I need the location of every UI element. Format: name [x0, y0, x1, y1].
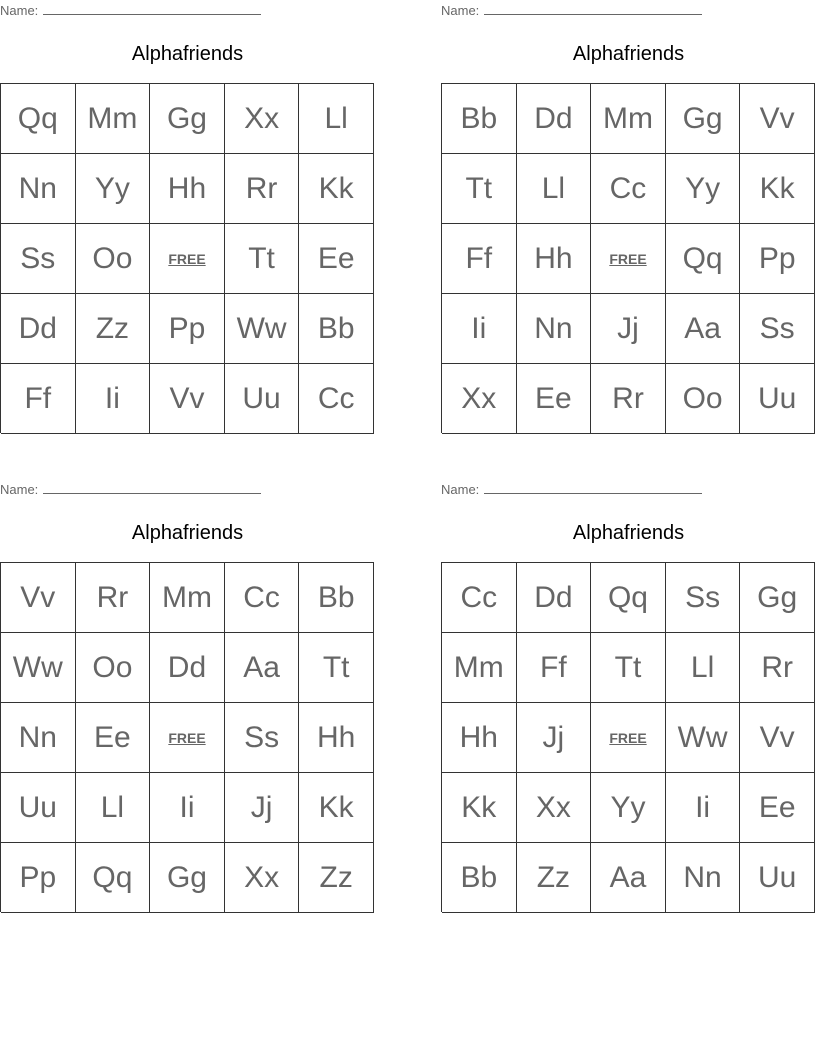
bingo-cell: Vv	[740, 84, 815, 154]
bingo-cell: Pp	[150, 294, 225, 364]
bingo-cell: Rr	[225, 154, 300, 224]
bingo-cell: Ww	[1, 633, 76, 703]
bingo-cell: Zz	[76, 294, 151, 364]
bingo-cell: Ii	[442, 294, 517, 364]
bingo-cell: Jj	[517, 703, 592, 773]
bingo-row	[442, 703, 815, 773]
bingo-cell: Uu	[740, 364, 815, 434]
bingo-cell: Aa	[666, 294, 741, 364]
bingo-cell: Nn	[666, 843, 741, 913]
bingo-cell: Bb	[442, 843, 517, 913]
free-space: FREE	[150, 703, 225, 773]
bingo-cell: Tt	[442, 154, 517, 224]
free-space: FREE	[591, 224, 666, 294]
bingo-cell: Jj	[225, 773, 300, 843]
bingo-cell: Ss	[740, 294, 815, 364]
name-underline	[43, 483, 261, 494]
bingo-cell: Qq	[591, 563, 666, 633]
bingo-cell: Uu	[1, 773, 76, 843]
bingo-row	[1, 633, 374, 703]
bingo-cell: Jj	[591, 294, 666, 364]
bingo-cell: Ll	[666, 633, 741, 703]
bingo-cell: Oo	[666, 364, 741, 434]
bingo-cell: Ii	[76, 364, 151, 434]
bingo-cell: Cc	[225, 563, 300, 633]
bingo-cell: Hh	[150, 154, 225, 224]
bingo-cell: Mm	[442, 633, 517, 703]
bingo-cell: Cc	[442, 563, 517, 633]
bingo-row	[442, 84, 815, 154]
bingo-cell: Ee	[76, 703, 151, 773]
bingo-cell: Tt	[225, 224, 300, 294]
bingo-cell: Nn	[1, 154, 76, 224]
bingo-cell: Vv	[1, 563, 76, 633]
bingo-cell: Uu	[225, 364, 300, 434]
card-title: Alphafriends	[572, 43, 685, 65]
bingo-cell: Kk	[442, 773, 517, 843]
card-title: Alphafriends	[131, 43, 244, 65]
bingo-grid	[0, 83, 374, 433]
bingo-cell: Ee	[740, 773, 815, 843]
bingo-cell: Dd	[517, 84, 592, 154]
bingo-cell: Aa	[591, 843, 666, 913]
bingo-cell: Bb	[299, 294, 374, 364]
bingo-row	[1, 224, 374, 294]
free-space: FREE	[591, 703, 666, 773]
bingo-cell: Zz	[299, 843, 374, 913]
bingo-cell: Ww	[666, 703, 741, 773]
bingo-row	[442, 224, 815, 294]
bingo-cell: Mm	[76, 84, 151, 154]
name-label: Name:	[441, 482, 480, 497]
bingo-cell: Xx	[517, 773, 592, 843]
bingo-cell: Gg	[150, 843, 225, 913]
bingo-cell: Uu	[740, 843, 815, 913]
bingo-grid	[441, 562, 815, 912]
bingo-cell: Dd	[517, 563, 592, 633]
bingo-cell: Yy	[76, 154, 151, 224]
name-underline	[484, 4, 702, 15]
bingo-cell: Ll	[76, 773, 151, 843]
bingo-cell: Tt	[591, 633, 666, 703]
bingo-row	[1, 843, 374, 913]
bingo-cell: Ss	[225, 703, 300, 773]
bingo-row	[1, 773, 374, 843]
bingo-cell: Kk	[299, 154, 374, 224]
bingo-row	[442, 294, 815, 364]
bingo-cell: Ww	[225, 294, 300, 364]
name-underline	[484, 483, 702, 494]
bingo-row	[1, 703, 374, 773]
card-title: Alphafriends	[131, 522, 244, 544]
bingo-cell: Gg	[666, 84, 741, 154]
bingo-cell: Ii	[666, 773, 741, 843]
bingo-cell: Ll	[517, 154, 592, 224]
free-space: FREE	[150, 224, 225, 294]
bingo-cell: Hh	[299, 703, 374, 773]
bingo-cell: Ss	[1, 224, 76, 294]
bingo-cell: Ss	[666, 563, 741, 633]
name-field	[0, 3, 261, 19]
bingo-cell: Mm	[591, 84, 666, 154]
bingo-row	[442, 843, 815, 913]
name-underline	[43, 4, 261, 15]
bingo-cell: Bb	[442, 84, 517, 154]
bingo-grid	[441, 83, 815, 433]
bingo-cell: Ff	[1, 364, 76, 434]
bingo-cell: Cc	[299, 364, 374, 434]
bingo-cell: Gg	[740, 563, 815, 633]
bingo-cell: Ee	[517, 364, 592, 434]
bingo-cell: Kk	[299, 773, 374, 843]
bingo-cell: Oo	[76, 224, 151, 294]
bingo-row	[442, 563, 815, 633]
name-field	[441, 482, 702, 498]
bingo-cell: Vv	[740, 703, 815, 773]
bingo-cell: Rr	[591, 364, 666, 434]
bingo-cell: Ee	[299, 224, 374, 294]
bingo-grid	[0, 562, 374, 912]
name-label: Name:	[0, 482, 39, 497]
bingo-cell: Mm	[150, 563, 225, 633]
bingo-row	[1, 154, 374, 224]
bingo-cell: Tt	[299, 633, 374, 703]
bingo-cell: Gg	[150, 84, 225, 154]
name-field	[441, 3, 702, 19]
bingo-cell: Aa	[225, 633, 300, 703]
bingo-cell: Qq	[1, 84, 76, 154]
bingo-cell: Nn	[517, 294, 592, 364]
bingo-cell: Xx	[225, 84, 300, 154]
bingo-cell: Pp	[1, 843, 76, 913]
bingo-row	[1, 84, 374, 154]
bingo-cell: Oo	[76, 633, 151, 703]
bingo-cell: Vv	[150, 364, 225, 434]
bingo-row	[442, 773, 815, 843]
bingo-row	[442, 633, 815, 703]
bingo-cell: Zz	[517, 843, 592, 913]
name-label: Name:	[0, 3, 39, 18]
bingo-cell: Xx	[442, 364, 517, 434]
bingo-cell: Yy	[591, 773, 666, 843]
bingo-cell: Pp	[740, 224, 815, 294]
bingo-row	[1, 294, 374, 364]
bingo-cell: Ff	[517, 633, 592, 703]
bingo-cell: Bb	[299, 563, 374, 633]
bingo-cell: Rr	[76, 563, 151, 633]
bingo-cell: Qq	[76, 843, 151, 913]
name-label: Name:	[441, 3, 480, 18]
bingo-row	[1, 364, 374, 434]
bingo-cell: Hh	[442, 703, 517, 773]
bingo-cell: Ff	[442, 224, 517, 294]
card-title: Alphafriends	[572, 522, 685, 544]
name-field	[0, 482, 261, 498]
bingo-row	[1, 563, 374, 633]
bingo-cell: Dd	[150, 633, 225, 703]
bingo-cell: Dd	[1, 294, 76, 364]
bingo-cell: Nn	[1, 703, 76, 773]
bingo-cell: Kk	[740, 154, 815, 224]
bingo-cell: Ll	[299, 84, 374, 154]
bingo-cell: Yy	[666, 154, 741, 224]
bingo-cell: Rr	[740, 633, 815, 703]
bingo-row	[442, 154, 815, 224]
bingo-cell: Hh	[517, 224, 592, 294]
bingo-cell: Ii	[150, 773, 225, 843]
bingo-cell: Xx	[225, 843, 300, 913]
bingo-row	[442, 364, 815, 434]
bingo-cell: Qq	[666, 224, 741, 294]
bingo-cell: Cc	[591, 154, 666, 224]
